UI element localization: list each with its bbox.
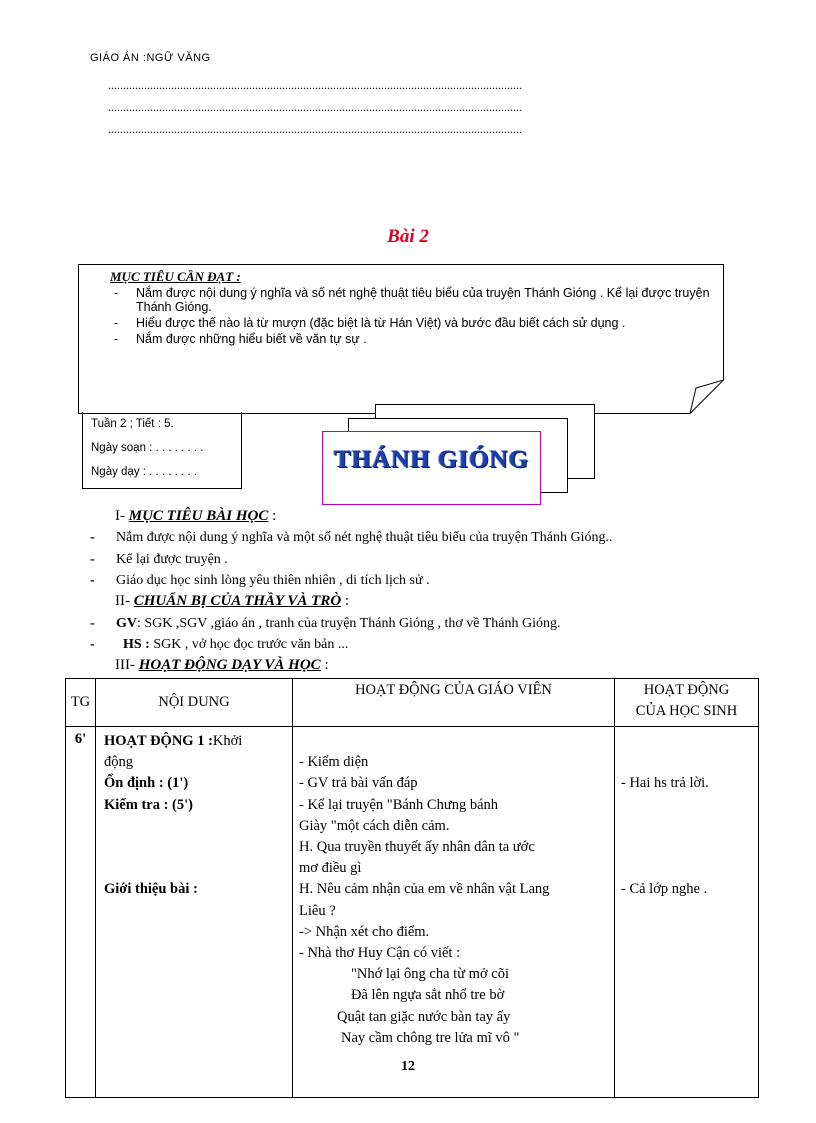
table-row: [66, 727, 759, 1098]
lesson-info-box: [82, 412, 242, 489]
objectives-box: [110, 270, 710, 348]
section-objectives-heading: I- MỤC TIÊU BÀI HỌC :: [115, 508, 277, 524]
objective-item: - Nắm được nội dung ý nghĩa và số nét nghệ thuật tiêu biểu của truyện Thánh Gióng . Kể lại được truyện Thánh Gióng.: [110, 286, 710, 314]
cell-student: - Hai hs trả lời. - Cả lớp nghe .: [615, 727, 759, 1098]
teach-date: Ngày dạy : . . . . . . . .: [91, 466, 198, 478]
cell-content: HOẠT ĐỘNG 1 :Khởi động Ổn định : (1') Kiểm tra : (5') Giới thiệu bài :: [96, 727, 293, 1098]
list-item: - Giáo dục học sinh lòng yêu thiên nhiên , di tích lịch sử .: [90, 573, 430, 588]
document-header: GIÁO ÁN :NGỮ VĂNG: [90, 52, 211, 64]
dotted-line: ..........................................................................................................................................: [108, 122, 522, 136]
story-title: THÁNH GIÓNG: [333, 446, 530, 473]
header-content: NỘI DUNG: [96, 679, 293, 727]
lesson-plan-table: [65, 678, 759, 1098]
list-item: - Kể lại được truyện .: [90, 552, 228, 567]
dotted-line: ..........................................................................................................................................: [108, 100, 522, 114]
section-preparation-heading: II- CHUẨN BỊ CỦA THẦY VÀ TRÒ :: [115, 593, 350, 609]
story-title-card: [322, 431, 541, 505]
dotted-line: ..........................................................................................................................................: [108, 78, 522, 92]
week-period: Tuần 2 ; Tiết : 5.: [91, 418, 174, 430]
header-student: HOẠT ĐỘNG CỦA HỌC SINH: [615, 679, 759, 727]
cell-tg: 6': [66, 727, 96, 1098]
objective-item: - Hiểu được thế nào là từ mượn (đặc biệt là từ Hán Việt) và bước đầu biết cách sử dụng .: [110, 316, 710, 330]
objective-item: - Nắm được những hiểu biết về văn tự sự .: [110, 332, 710, 346]
header-teacher: HOẠT ĐỘNG CỦA GIÁO VIÊN: [293, 679, 615, 727]
list-item: - HS : SGK , vở học đọc trước văn bản ...: [90, 637, 349, 652]
cell-teacher: - Kiểm diện - GV trả bài vấn đáp - Kể lại truyện "Bánh Chưng bánh Giày "một cách diễn cảm. H. Qua truyền thuyết ấy nhân dân ta ước mơ điều gì H. Nêu cảm nhận của em về nhân vật Lang Liêu ? -> Nhận xét cho điểm. - Nhà thơ Huy Cận có viết : "Nhớ lại ông cha từ mở cõi Đã lên ngựa sắt nhổ tre bờ Quật tan giặc nước bàn tay ấy Nay cầm chông tre lửa mĩ vô ": [293, 727, 615, 1098]
objectives-title: MỤC TIÊU CẦN ĐẠT :: [110, 269, 241, 284]
list-item: - GV: SGK ,SGV ,giáo án , tranh của truyện Thánh Gióng , thơ về Thánh Gióng.: [90, 616, 561, 631]
table-header-row: [66, 679, 759, 727]
prep-date: Ngày soạn : . . . . . . . .: [91, 442, 204, 454]
section-activities-heading: III- HOẠT ĐỘNG DẠY VÀ HỌC :: [115, 657, 329, 673]
header-tg: TG: [66, 679, 96, 727]
list-item: - Nắm được nội dung ý nghĩa và một số nét nghệ thuật tiêu biểu của truyện Thánh Gióng..: [90, 530, 613, 545]
lesson-title: Bài 2: [387, 226, 429, 247]
page-number: 12: [401, 1059, 415, 1074]
